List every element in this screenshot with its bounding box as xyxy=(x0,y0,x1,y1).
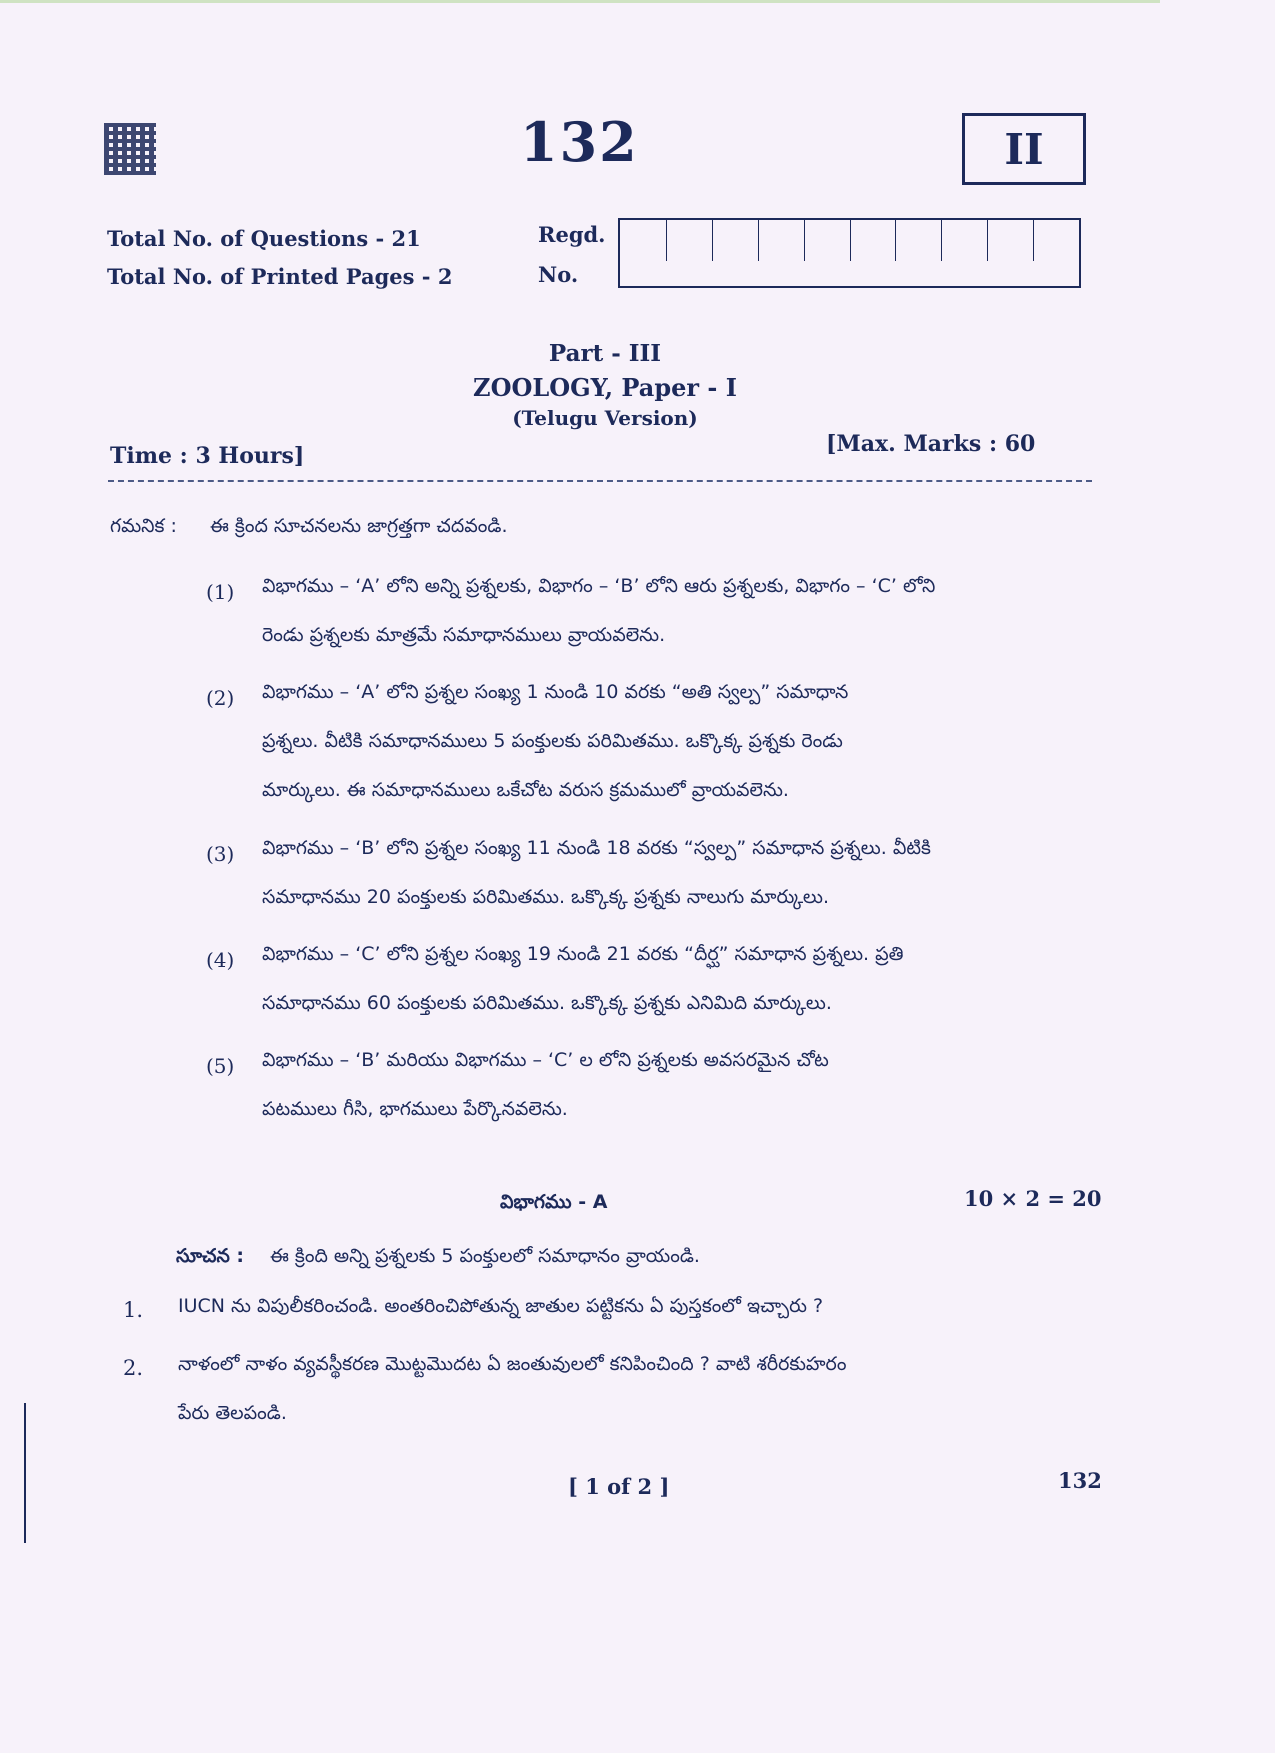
question-number: 1. xyxy=(123,1298,144,1322)
instruction-label: సూచన : xyxy=(176,1245,245,1267)
page-indicator: [ 1 of 2 ] xyxy=(568,1474,670,1499)
section-a-instruction: ఈ క్రింది అన్ని ప్రశ్నలకు 5 పంక్తులలో సమాధానం వ్రాయండి. xyxy=(270,1245,700,1267)
instruction-line: సమాధానము 60 పంక్తులకు పరిమితము. ఒక్కొక్క ప్రశ్నకు ఎనిమిది మార్కులు. xyxy=(262,992,832,1014)
instruction-line: రెండు ప్రశ్నలకు మాత్రమే సమాధానములు వ్రాయవలెను. xyxy=(262,624,666,646)
instruction-line: సమాధానము 20 పంక్తులకు పరిమితము. ఒక్కొక్క ప్రశ్నకు నాలుగు మార్కులు. xyxy=(262,886,829,908)
regd-number-boxes xyxy=(618,218,1081,288)
dashed-divider xyxy=(108,480,1092,482)
version-title: (Telugu Version) xyxy=(512,406,698,430)
instruction-number: (1) xyxy=(206,580,235,604)
regd-label: Regd. xyxy=(538,222,606,247)
instruction-number: (3) xyxy=(206,842,235,866)
instruction-line: మార్కులు. ఈ సమాధానములు ఒకేచోట వరుస క్రమములో వ్రాయవలెను. xyxy=(262,779,789,801)
set-label: II xyxy=(1004,124,1044,174)
part-title: Part - III xyxy=(548,340,662,367)
set-box xyxy=(962,113,1086,185)
total-pages: Total No. of Printed Pages - 2 xyxy=(107,264,453,289)
top-edge-line xyxy=(0,0,1160,3)
question-text: IUCN ను విపులీకరించండి. అంతరించిపోతున్న జాతుల పట్టికను ఏ పుస్తకంలో ఇచ్చారు ? xyxy=(178,1295,824,1317)
paper-code: 132 xyxy=(520,110,639,174)
max-marks: [Max. Marks : 60 xyxy=(826,431,1036,457)
qr-code-icon xyxy=(104,123,156,175)
footer-code: 132 xyxy=(1058,1468,1102,1493)
margin-mark xyxy=(24,1403,26,1543)
instruction-line: విభాగము – ‘B’ లోని ప్రశ్నల సంఖ్య 11 నుండి 18 వరకు “స్వల్ప” సమాధాన ప్రశ్నలు. వీటికి xyxy=(262,837,931,859)
instruction-line: విభాగము – ‘A’ లోని అన్ని ప్రశ్నలకు, విభాగం – ‘B’ లోని ఆరు ప్రశ్నలకు, విభాగం – ‘C’ లోని xyxy=(262,575,936,597)
question-text: పేరు తెలపండి. xyxy=(178,1402,287,1424)
instruction-line: ప్రశ్నలు. వీటికి సమాధానములు 5 పంక్తులకు పరిమితము. ఒక్కొక్క ప్రశ్నకు రెండు xyxy=(262,730,843,752)
time-label: Time : 3 Hours] xyxy=(110,443,305,469)
subject-title: ZOOLOGY, Paper - I xyxy=(473,373,737,402)
note-text: ఈ క్రింద సూచనలను జాగ్రత్తగా చదవండి. xyxy=(210,515,508,537)
instruction-line: విభాగము – ‘B’ మరియు విభాగము – ‘C’ ల లోని ప్రశ్నలకు అవసరమైన చోట xyxy=(262,1049,829,1071)
instruction-line: విభాగము – ‘C’ లోని ప్రశ్నల సంఖ్య 19 నుండి 21 వరకు “దీర్ఘ” సమాధాన ప్రశ్నలు. ప్రతి xyxy=(262,943,904,965)
instruction-number: (4) xyxy=(206,948,235,972)
question-text: నాళంలో నాళం వ్యవస్థీకరణ మొట్టమొదట ఏ జంతువులలో కనిపించింది ? వాటి శరీరకుహరం xyxy=(178,1353,847,1375)
question-number: 2. xyxy=(123,1356,144,1380)
regd-no-label: No. xyxy=(538,262,579,287)
total-questions: Total No. of Questions - 21 xyxy=(107,226,421,251)
instruction-line: పటములు గీసి, భాగములు పేర్కొనవలెను. xyxy=(262,1098,568,1120)
section-a-title: విభాగము - A xyxy=(500,1191,608,1213)
note-label: గమనిక : xyxy=(110,515,177,537)
instruction-line: విభాగము – ‘A’ లోని ప్రశ్నల సంఖ్య 1 నుండి 10 వరకు “అతి స్వల్ప” సమాధాన xyxy=(262,681,849,703)
instruction-number: (5) xyxy=(206,1054,235,1078)
section-a-marks: 10 × 2 = 20 xyxy=(964,1186,1102,1211)
instruction-number: (2) xyxy=(206,686,235,710)
